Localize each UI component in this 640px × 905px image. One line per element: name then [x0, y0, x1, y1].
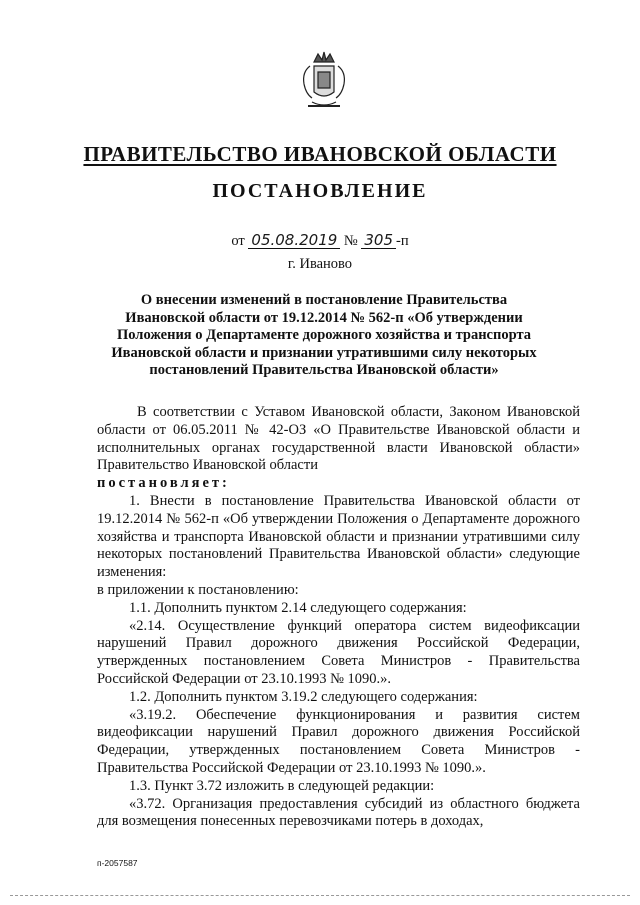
paragraph-1-3: 1.3. Пункт 3.72 изложить в следующей редакции:: [129, 777, 435, 794]
number-handwritten: 305: [361, 232, 396, 249]
paragraph-appendix: в приложении к постановлению:: [97, 581, 299, 598]
date-number-line: [0, 232, 640, 250]
document-subject: О внесении изменений в постановление Правительства Ивановской области от 19.12.2014 № 562-п «Об утверждении Положения о Департаменте дорожного хозяйства и транспорта Ивановской области и признании утратившими силу некоторых постановлений Правительства Ивановской области»: [111, 292, 537, 378]
number-sign: №: [343, 233, 358, 249]
paragraph-1-2: 1.2. Дополнить пунктом 3.19.2 следующего содержания:: [129, 688, 478, 705]
paragraph-3-19-2: «3.19.2. Обеспечение функционирования и развития систем видеофиксации нарушений Правил дорожного движения Российской Федерации, утвержденных постановлением Совета Министров - Правительства Российской Федерации от 23.10.1993 № 1090.».: [97, 706, 580, 776]
decree-word: постановляет:: [97, 475, 230, 492]
paragraph-1-1: 1.1. Дополнить пунктом 2.14 следующего содержания:: [129, 599, 467, 616]
date-prefix: от: [231, 233, 245, 249]
paragraph-3-72: «3.72. Организация предоставления субсидий из областного бюджета для возмещения понесенных перевозчиками потерь в доходах,: [97, 795, 580, 830]
paragraph-1: 1. Внести в постановление Правительства Ивановской области от 19.12.2014 № 562-п «Об утверждении Положения о Департаменте дорожного хозяйства и транспорта Ивановской области и признании утратившими силу некоторых постановлений Правительства Ивановской области» следующие изменения:: [97, 492, 580, 581]
scan-edge-line: [10, 895, 630, 897]
date-handwritten: 05.08.2019: [248, 232, 340, 249]
document-type-title: ПОСТАНОВЛЕНИЕ: [212, 180, 428, 202]
city-line: г. Иваново: [287, 256, 353, 272]
number-suffix: -п: [396, 233, 409, 249]
document-code: п-2057587: [97, 858, 138, 868]
paragraph-2-14: «2.14. Осуществление функций оператора систем видеофиксации нарушений Правил дорожного движения Российской Федерации, утвержденных постановлением Совета Министров - Правительства Российской Федерации от 23.10.1993 № 1090.».: [97, 617, 580, 687]
intro-paragraph: В соответствии с Уставом Ивановской области, Законом Ивановской области от 06.05.2011 № 42-ОЗ «О Правительстве Ивановской области и исполнительных органах государственной власти Ивановской области» Правительство Ивановской области: [97, 404, 580, 474]
coat-of-arms-emblem: [296, 48, 352, 116]
government-title: ПРАВИТЕЛЬСТВО ИВАНОВСКОЙ ОБЛАСТИ: [83, 142, 557, 166]
document-body: [97, 404, 580, 831]
